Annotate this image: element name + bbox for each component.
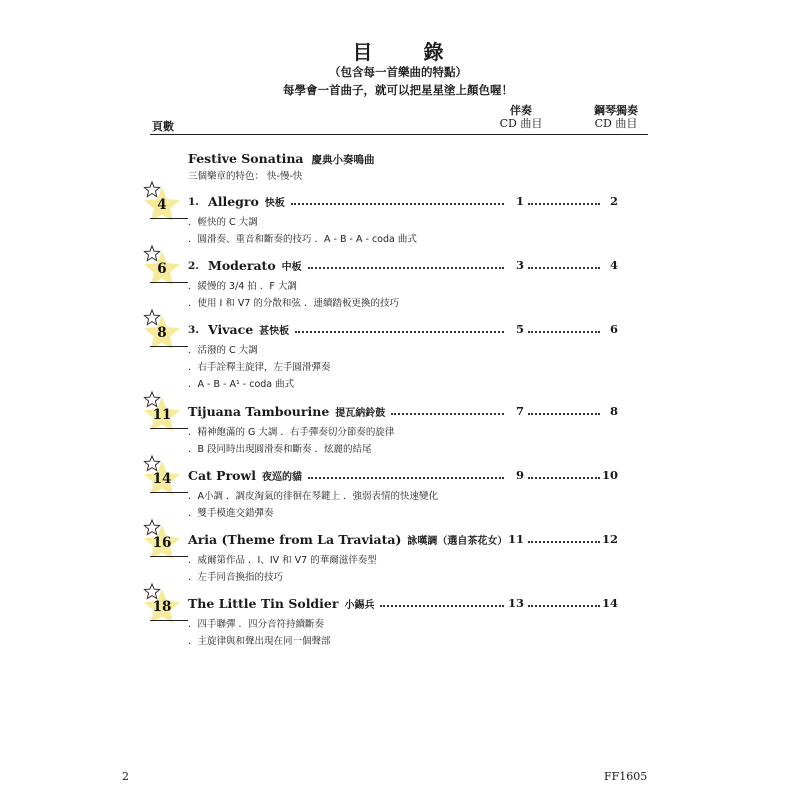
entry-rule <box>150 218 188 219</box>
leader-dots <box>295 331 504 333</box>
feature-line: ．右手詮釋主旋律，左手圓滑彈奏 <box>188 362 331 373</box>
feature-line: ．A - B - A¹ - coda 曲式 <box>188 379 295 390</box>
star-icon <box>140 180 184 226</box>
page-subtitle: （包含每一首樂曲的特點） <box>329 65 467 79</box>
column-header-solo-line2: CD 曲目 <box>594 117 638 130</box>
leader-dots <box>528 267 600 269</box>
accompaniment-track: 1 <box>515 194 524 208</box>
entry-title-en: Allegro <box>208 194 259 209</box>
star-icon <box>140 582 184 628</box>
toc-entry <box>188 322 648 338</box>
solo-track: 2 <box>609 194 618 208</box>
leader-dots <box>528 331 600 333</box>
solo-track: 12 <box>601 532 618 546</box>
column-header-accompaniment <box>496 104 546 130</box>
entry-title <box>208 194 285 209</box>
leader-dots <box>308 477 504 479</box>
toc-entry <box>188 258 648 274</box>
page-number: 16 <box>152 535 172 551</box>
movement-number: 2. <box>188 260 199 272</box>
feature-line: ．使用 I 和 V7 的分散和弦 ．連續踏板更換的技巧 <box>188 298 399 309</box>
suite-title-en: Festive Sonatina <box>188 151 304 166</box>
toc-entry <box>188 468 648 484</box>
page-number: 11 <box>152 407 172 423</box>
feature-line: ．活潑的 C 大調 <box>188 345 258 356</box>
toc-entry <box>188 596 648 612</box>
solo-track: 4 <box>609 258 618 272</box>
star-icon <box>140 454 184 500</box>
entry-rule <box>150 282 188 283</box>
feature-line: ．緩慢的 3/4 拍 ．F 大調 <box>188 281 297 292</box>
entry-title-cn: 提瓦納鈴鼓 <box>335 408 386 419</box>
leader-dots <box>528 605 600 607</box>
feature-line: ．主旋律與和聲出現在同一個聲部 <box>188 636 331 647</box>
entry-title <box>188 404 385 419</box>
solo-track: 8 <box>609 404 618 418</box>
leader-dots <box>528 541 600 543</box>
entry-rule <box>150 492 188 493</box>
entry-title-en: The Little Tin Soldier <box>188 596 339 611</box>
movement-number: 3. <box>188 324 199 336</box>
leader-dots <box>291 203 504 205</box>
accompaniment-track: 11 <box>507 532 524 546</box>
solo-track: 10 <box>601 468 618 482</box>
feature-line: ．B 段同時出現圓滑奏和斷奏 ．炫麗的結尾 <box>188 444 372 455</box>
column-header-solo-line1: 鋼琴獨奏 <box>594 104 638 117</box>
leader-dots <box>380 605 504 607</box>
feature-line: ．左手同音換指的技巧 <box>188 572 284 583</box>
entry-title-en: Tijuana Tambourine <box>188 404 330 419</box>
column-header-accompaniment-line2: CD 曲目 <box>499 117 543 130</box>
entry-title <box>208 258 302 273</box>
entry-rule <box>150 556 188 557</box>
feature-line: ．威爾第作品 ．I、IV 和 V7 的華爾滋伴奏型 <box>188 555 377 566</box>
entry-rule <box>150 428 188 429</box>
leader-dots <box>528 477 600 479</box>
entry-rule <box>150 346 188 347</box>
entry-title-en: Cat Prowl <box>188 468 257 483</box>
movement-number: 1. <box>188 196 199 208</box>
entry-title-en: Moderato <box>208 258 276 273</box>
suite-title <box>188 151 375 167</box>
entry-title-cn: 甚快板 <box>259 326 290 337</box>
entry-title-cn: 小錫兵 <box>344 600 375 611</box>
entry-rule <box>150 620 188 621</box>
entry-title <box>188 532 507 547</box>
solo-track: 14 <box>601 596 618 610</box>
entry-title-en: Aria (Theme from La Traviata) <box>188 532 402 547</box>
entry-title-cn: 中板 <box>281 262 302 273</box>
page-number: 14 <box>152 471 172 487</box>
feature-line: ．精神飽滿的 G 大調 ．右手彈奏切分節奏的旋律 <box>188 427 395 438</box>
footer-page-number: 2 <box>122 770 129 783</box>
solo-track: 6 <box>609 322 618 336</box>
leader-dots <box>528 203 600 205</box>
star-icon <box>140 308 184 354</box>
entry-title <box>208 322 289 337</box>
entry-title <box>188 596 374 611</box>
page-number: 4 <box>157 197 167 213</box>
feature-line: ．四手聯彈 ．四分音符持續斷奏 <box>188 619 325 630</box>
feature-line: ．圓滑奏、重音和斷奏的技巧 ．A - B - A - coda 曲式 <box>188 234 417 245</box>
accompaniment-track: 7 <box>515 404 524 418</box>
entry-title-en: Vivace <box>208 322 254 337</box>
leader-dots <box>308 267 504 269</box>
toc-entry <box>188 194 648 210</box>
column-header-accompaniment-line1: 伴奏 <box>510 104 532 117</box>
accompaniment-track: 9 <box>515 468 524 482</box>
footer-code: FF1605 <box>604 770 648 783</box>
toc-entry <box>188 404 648 420</box>
accompaniment-track: 3 <box>515 258 524 272</box>
entry-title-cn: 夜巡的貓 <box>262 472 303 483</box>
page-title: 目 錄 <box>352 40 466 64</box>
toc-entry <box>188 532 648 548</box>
column-header-pages: 頁數 <box>152 120 174 133</box>
accompaniment-track: 5 <box>515 322 524 336</box>
star-icon <box>140 518 184 564</box>
feature-line: ．輕快的 C 大調 <box>188 217 258 228</box>
header-rule <box>150 134 648 135</box>
accompaniment-track: 13 <box>507 596 524 610</box>
feature-line: ．A小調 ．調皮淘氣的徘徊在琴鍵上 ．強弱表情的快速變化 <box>188 491 439 502</box>
column-header-solo <box>586 104 646 130</box>
suite-title-cn: 慶典小奏鳴曲 <box>311 154 375 166</box>
page-number: 18 <box>152 599 172 615</box>
star-icon <box>140 244 184 290</box>
leader-dots <box>528 413 600 415</box>
leader-dots <box>391 413 504 415</box>
entry-title-cn: 快板 <box>264 198 285 209</box>
page-number: 8 <box>157 325 167 341</box>
feature-line: ．雙手模進交錯彈奏 <box>188 508 274 519</box>
entry-title <box>188 468 302 483</box>
page-instruction: 每學會一首曲子，就可以把星星塗上顏色喔！ <box>283 83 513 97</box>
page-number: 6 <box>157 261 167 277</box>
suite-subtitle: 三個樂章的特色： 快-慢-快 <box>188 171 303 182</box>
entry-title-cn: 詠嘆調（選自茶花女） <box>407 536 508 547</box>
star-icon <box>140 390 184 436</box>
